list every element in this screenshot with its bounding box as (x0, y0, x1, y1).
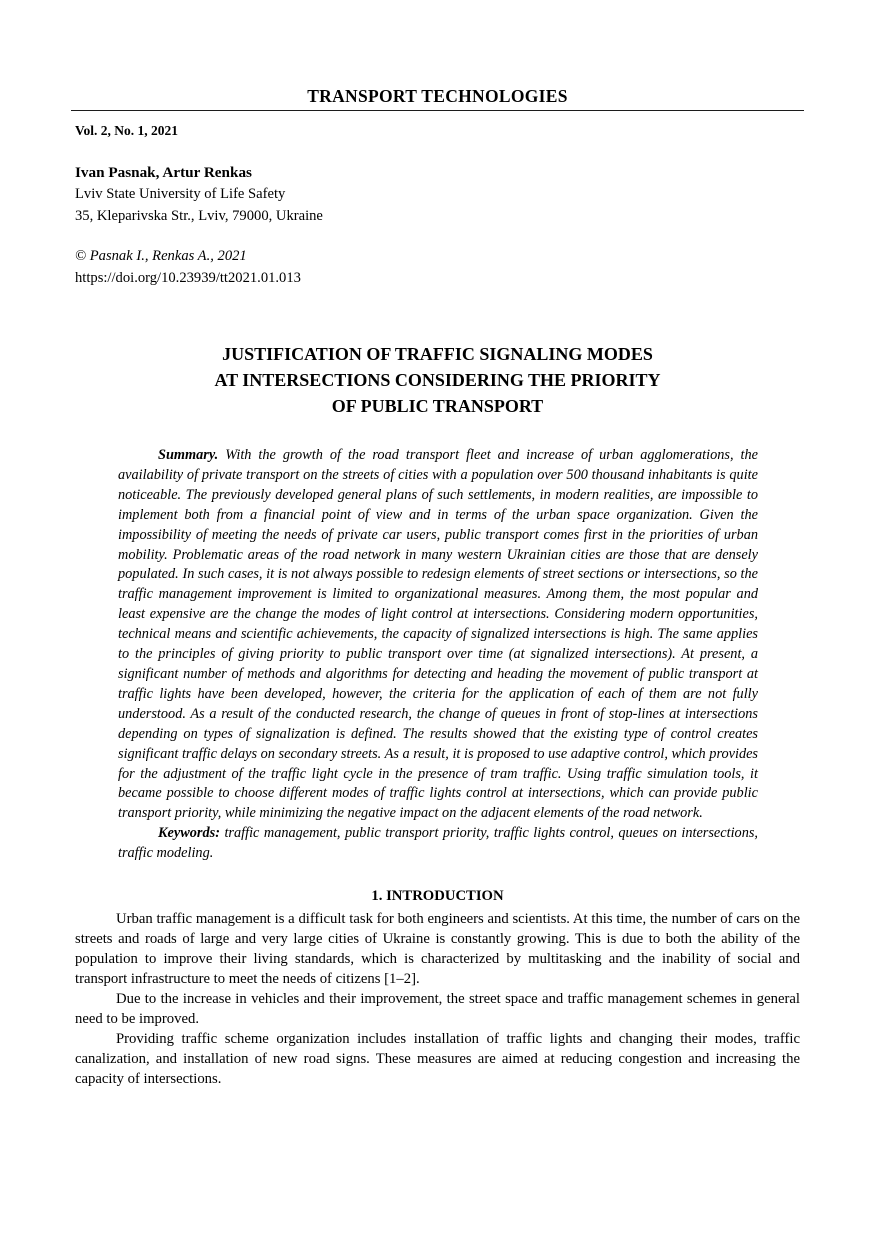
keywords-text: traffic management, public transport priority, traffic lights control, queues on intersections, traffic modeling. (118, 825, 758, 862)
author-affiliation: Lviv State University of Life Safety (75, 186, 286, 202)
intro-paragraph: Due to the increase in vehicles and their improvement, the street space and traffic management schemes in general need to be improved. (75, 991, 800, 1028)
article-title (75, 341, 800, 419)
intro-paragraph: Urban traffic management is a difficult task for both engineers and scientists. At this time, the number of cars on the streets and roads of large and very large cities of Ukraine is constantly growing. This is due to both the ability of the population to improve their living standards, which is characterized by multitasking and the inability of social and transport infrastructure to meet the needs of citizens [1–2]. (75, 911, 800, 988)
introduction-section (75, 909, 800, 1089)
summary-text: With the growth of the road transport fleet and increase of urban agglomerations, the availability of private transport on the streets of cities with a population over 500 thousand inhabitants is quite noticeable. The previously developed general plans of such settlements, in modern realities, are impossible to implement both from a financial point of view and in terms of the urban space organization. Given the impossibility of meeting the needs of private car users, public transport comes first in the priorities of urban mobility. Problematic areas of the road network in many western Ukrainian cities are those that are densely populated. In such cases, it is not always possible to redesign elements of street sections or intersections, so the traffic management improvement is limited to organizational measures. Among them, the most popular and least expensive are the change the modes of light control at intersections. Considering modern opportunities, technical means and scientific achievements, the capacity of signalized intersections is high. The same applies to the principles of giving priority to public transport over time (at signalized intersections). At present, a significant number of methods and algorithms for detecting and heading the movement of public transport at traffic lights have been developed, however, the criteria for the application of each of them are not fully understood. As a result of the conducted research, the change of queues in front of stop-lines at intersections depending on types of signalization is defined. The results showed that the existing type of control creates significant traffic delays on secondary streets. As a result, it is proposed to use adaptive control, which provides for the adjustment of the traffic light cycle in the presence of tram traffic. Using traffic simulation tools, it became possible to choose different modes of traffic lights control at intersections, which can provide public transport priority, while minimizing the negative impact on the adjacent elements of the road network. (118, 447, 758, 822)
copyright-notice: © Pasnak I., Renkas A., 2021 (75, 248, 247, 264)
summary-label: Summary. (158, 447, 219, 463)
header-divider (71, 110, 804, 111)
section-heading-introduction: 1. INTRODUCTION (371, 888, 504, 905)
author-names: Ivan Pasnak, Artur Renkas (75, 164, 252, 181)
summary-paragraph (118, 446, 758, 824)
abstract-block (118, 446, 758, 864)
article-title-line: JUSTIFICATION OF TRAFFIC SIGNALING MODES (222, 344, 653, 364)
doi-link[interactable]: https://doi.org/10.23939/tt2021.01.013 (75, 269, 301, 286)
copyright-block (75, 246, 800, 289)
keywords-paragraph (118, 824, 758, 864)
article-title-line: AT INTERSECTIONS CONSIDERING THE PRIORITY (214, 370, 661, 390)
author-address: 35, Kleparivska Str., Lviv, 79000, Ukraine (75, 207, 323, 224)
author-block (75, 162, 800, 227)
issue-info: Vol. 2, No. 1, 2021 (75, 123, 179, 138)
intro-paragraph: Providing traffic scheme organization includes installation of traffic lights and changing their modes, traffic canalization, and installation of new road signs. These measures are aimed at reducing congestion and increasing the capacity of intersections. (75, 1031, 800, 1088)
article-title-line: OF PUBLIC TRANSPORT (331, 396, 544, 416)
keywords-label: Keywords: (158, 825, 220, 842)
journal-title: TRANSPORT TECHNOLOGIES (307, 86, 568, 106)
